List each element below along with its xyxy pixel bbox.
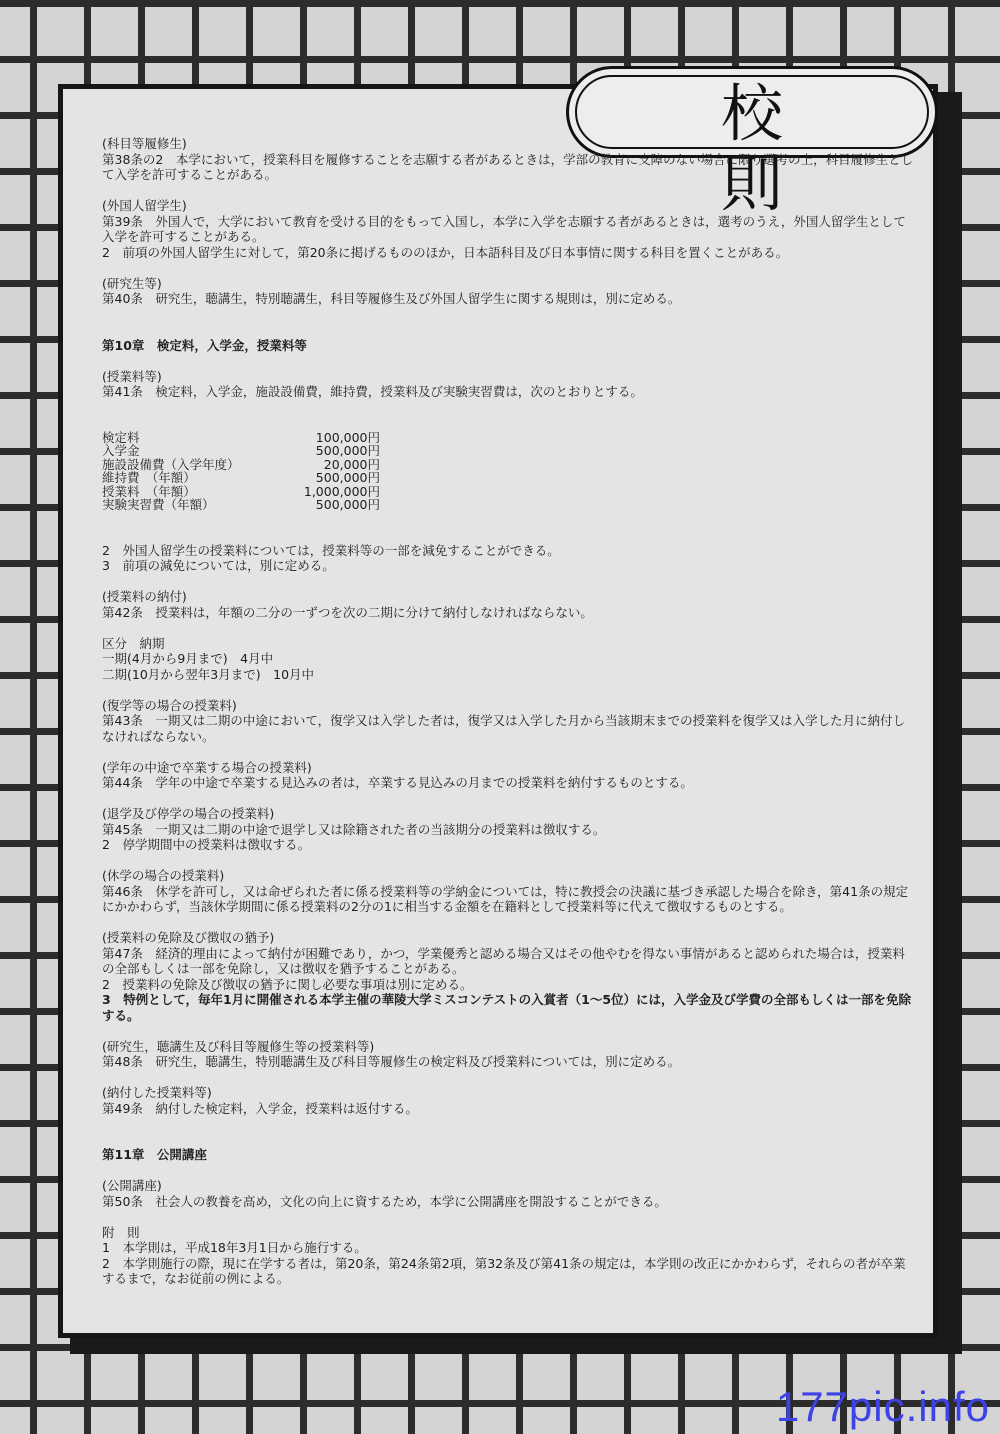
article-paragraph: (研究生等) (102, 275, 162, 291)
fee-row (102, 498, 380, 512)
article-paragraph: 2 本学則施行の際，現に在学する者は，第20条，第24条第2項，第32条及び第41条の規定は，本学則の改正にかかわらず，それらの者が卒業するまで，なお従前の例による。 (102, 1255, 906, 1286)
fee-name: 維持費 （年額） (102, 470, 196, 485)
article-paragraph: 第47条 経済的理由によって納付が困難であり，かつ，学業優秀と認める場合又はその他やむを得ない事情があると認められた場合は，授業料の全部もしくは一部を免除し，又は徴収を猶予することがある。 (102, 945, 905, 976)
fee-row (102, 471, 380, 485)
article-paragraph: 第50条 社会人の教養を高め，文化の向上に資するため，本学に公開講座を開設することができる。 (102, 1193, 667, 1209)
fee-table (102, 431, 380, 512)
fee-amount: 500,000円 (315, 443, 380, 458)
fee-amount: 500,000円 (315, 497, 380, 512)
spacer (102, 260, 914, 276)
article-paragraph: (授業料等) (102, 368, 162, 384)
article-paragraph: 第39条 外国人で，大学において教育を受ける目的をもって入国し，本学に入学を志願する者があるときは，選考のうえ，外国人留学生として入学を許可することがある。 (102, 213, 906, 244)
article-paragraph: (研究生，聴講生及び科目等履修生等の授業料等) (102, 1038, 375, 1054)
articles-section-1 (102, 136, 914, 400)
article-paragraph: 2 前項の外国人留学生に対して，第20条に掲げるもののほか，日本語科目及び日本事情に関する科目を置くことがある。 (102, 244, 789, 260)
spacer (102, 1116, 914, 1147)
article-paragraph: (科目等履修生) (102, 136, 187, 151)
spacer (102, 574, 914, 590)
spacer (102, 183, 914, 199)
article-paragraph: 附 則 (102, 1224, 140, 1240)
fee-name: 実験実習費（年額） (102, 497, 215, 512)
fee-row (102, 458, 380, 472)
fee-row (102, 431, 380, 445)
fee-amount: 20,000円 (323, 456, 380, 472)
fee-row (102, 444, 380, 458)
fee-amount: 1,000,000円 (303, 483, 380, 499)
article-paragraph: 第43条 一期又は二期の中途において，復学又は入学した者は，復学又は入学した月から当該期末までの授業料を復学又は入学した月に納付しなければならない。 (102, 713, 906, 744)
fee-amount: 100,000円 (315, 429, 380, 445)
spacer (102, 791, 914, 807)
article-paragraph: 第45条 一期又は二期の中途で退学し又は除籍された者の当該期分の授業料は徴収する。 (102, 821, 606, 837)
spacer (102, 915, 914, 931)
document-content (102, 136, 914, 1287)
page-title: 校 則 (720, 77, 839, 220)
article-paragraph: (授業料の免除及び徴収の猶予) (102, 930, 275, 945)
article-paragraph-emphasis: 3 特例として，毎年1月に開催される本学主催の華陵大学ミスコンテストの入賞者（1〜5位）には，入学金及び学費の全部もしくは一部を免除する。 (102, 992, 912, 1023)
fee-name: 施設設備費（入学年度） (102, 456, 240, 472)
article-paragraph: (授業料の納付) (102, 589, 187, 604)
article-paragraph: 第46条 休学を許可し，又は命ぜられた者に係る授業料等の学納金については，特に教授会の決議に基づき承認した場合を除き，第41条の規定にかかわらず，当該休学期間に係る授業料の2分の1に相当する金額を在籍料として授業料等に代えて徴収するものとする。 (102, 883, 909, 914)
spacer (102, 353, 914, 369)
article-paragraph: 二期(10月から翌年3月まで) 10月中 (102, 666, 315, 682)
spacer (102, 620, 914, 636)
spacer (102, 1209, 914, 1225)
article-paragraph: 第41条 検定料，入学金，施設設備費，維持費，授業料及び実験実習費は，次のとおりとする。 (102, 384, 643, 399)
article-paragraph: (公開講座) (102, 1178, 162, 1193)
fee-name: 授業料 （年額） (102, 483, 196, 499)
spacer (102, 307, 914, 338)
article-paragraph: 第44条 学年の中途で卒業する見込みの者は，卒業する見込みの月までの授業料を納付するものとする。 (102, 775, 693, 790)
article-paragraph: (復学等の場合の授業料) (102, 697, 237, 713)
article-paragraph: 2 授業料の免除及び徴収の猶予に関し必要な事項は別に定める。 (102, 976, 473, 992)
spacer (102, 1070, 914, 1086)
article-paragraph: 2 停学期間中の授業料は徴収する。 (102, 837, 310, 852)
article-paragraph: 第48条 研究生，聴講生，特別聴講生及び科目等履修生の検定料及び授業料については，別に定める。 (102, 1054, 681, 1069)
article-paragraph: (退学及び停学の場合の授業料) (102, 806, 275, 821)
spacer (102, 1023, 914, 1039)
article-paragraph: (学年の中途で卒業する場合の授業料) (102, 759, 312, 775)
spacer (102, 744, 914, 760)
article-paragraph: (外国人留学生) (102, 198, 187, 213)
article-paragraph: 3 前項の減免については，別に定める。 (102, 558, 335, 573)
chapter-heading: 第10章 検定料，入学金，授業料等 (102, 337, 307, 353)
articles-section-2 (102, 543, 914, 1287)
article-paragraph: 一期(4月から9月まで) 4月中 (102, 651, 274, 666)
article-paragraph: 区分 納期 (102, 635, 165, 651)
article-paragraph: 1 本学則は，平成18年3月1日から施行する。 (102, 1240, 367, 1255)
article-paragraph: 2 外国人留学生の授業料については，授業料等の一部を減免することができる。 (102, 542, 560, 558)
fee-name: 検定料 (102, 429, 140, 445)
watermark-text: 177pic.info (775, 1383, 990, 1430)
fee-row (102, 485, 380, 499)
chapter-heading: 第11章 公開講座 (102, 1147, 207, 1162)
spacer (102, 682, 914, 698)
article-paragraph: 第42条 授業料は，年額の二分の一ずつを次の二期に分けて納付しなければならない。 (102, 604, 593, 620)
spacer (102, 1163, 914, 1179)
article-paragraph: 第49条 納付した検定料，入学金，授業料は返付する。 (102, 1100, 418, 1116)
article-paragraph: (納付した授業料等) (102, 1085, 212, 1100)
article-paragraph: (休学の場合の授業料) (102, 868, 225, 883)
fee-name: 入学金 (102, 443, 140, 458)
spacer (102, 853, 914, 869)
fee-amount: 500,000円 (315, 470, 380, 485)
article-paragraph: 第38条の2 本学において，授業科目を履修することを志願する者があるときは，学部の教育に支障のない場合に限り選考の上，科目履修生として入学を許可することがある。 (102, 151, 914, 182)
article-paragraph: 第40条 研究生，聴講生，特別聴講生，科目等履修生及び外国人留学生に関する規則は，別に定める。 (102, 291, 681, 306)
